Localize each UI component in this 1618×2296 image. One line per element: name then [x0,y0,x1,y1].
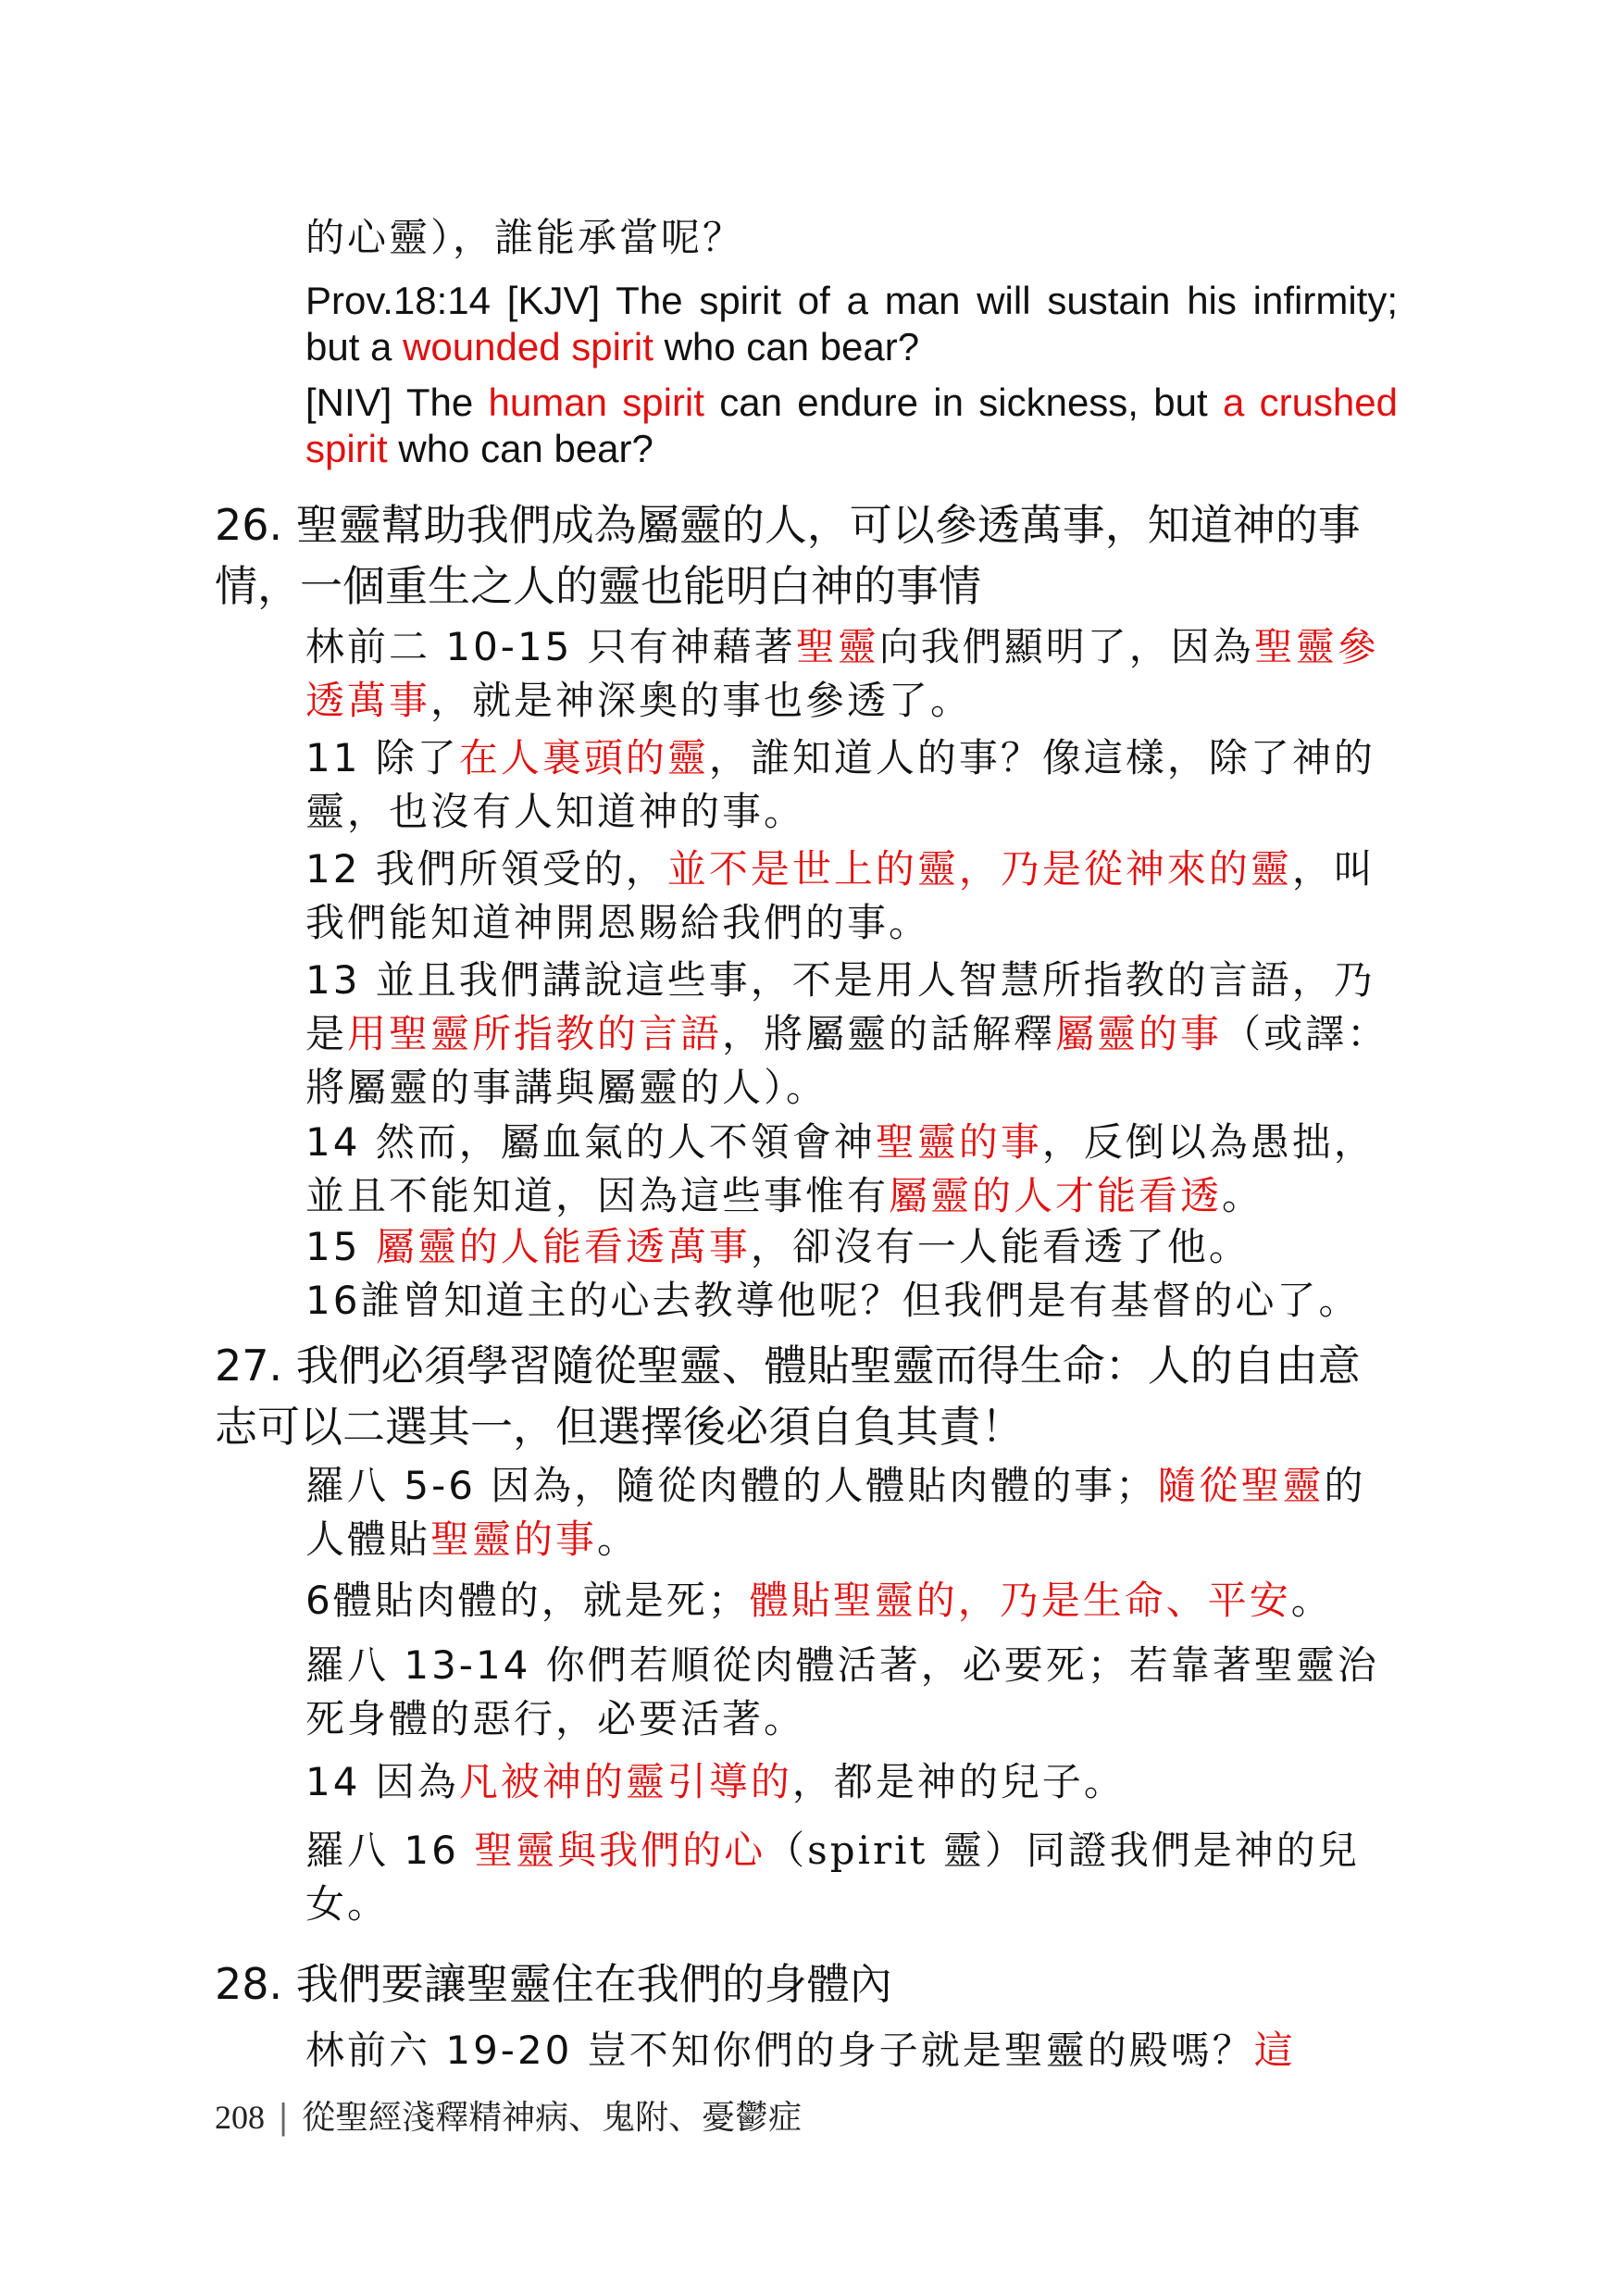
verse-ref: 羅八 16 [305,1828,459,1873]
verse-ref: 11 [305,735,361,780]
verse-text: 我們所領受的， [360,846,667,892]
verse-text: ，反倒以為愚拙，並且不能知道，因為這些事惟有 [305,1119,1375,1218]
verse-1cor2-12 [305,842,1398,950]
verse-text: （spirit 靈）同證我們是神的兒女。 [305,1828,1360,1927]
verse-text: ，都是神的兒子。 [791,1759,1126,1804]
verse-text: 。 [1290,1578,1333,1623]
verse-ref: 林前六 19-20 [305,2028,573,2073]
verse-ref: 6 [305,1578,333,1623]
verse-highlight: 用聖靈所指教的言語 [347,1011,723,1056]
verse-highlight: 聖靈的事 [430,1516,598,1562]
page-number: 208 [215,2099,265,2136]
verse-highlight: 這 [1253,2028,1296,2073]
verse-text: ，就是神深奧的事也參透了。 [430,678,973,723]
verse-text: 然而，屬血氣的人不領會神 [360,1119,876,1165]
niv-quote [305,380,1398,472]
footer-separator: | [278,2099,290,2137]
niv-text-mid: can endure in sickness, but [703,381,1223,424]
niv-text-end: who can bear? [387,427,653,470]
kjv-quote [305,278,1398,370]
verse-ref: 16 [305,1278,361,1323]
verse-1cor2-10 [305,620,1398,728]
verse-highlight: 屬靈的事 [1055,1011,1223,1056]
verse-highlight: 隨從聖靈 [1157,1463,1325,1508]
verse-text: 只有神藉著 [572,624,796,669]
verse-text: 的人體貼 [305,1463,1366,1562]
verse-highlight: 凡被神的靈引導的 [458,1759,792,1804]
verse-rom8-13 [305,1639,1398,1746]
verse-1cor2-11 [305,731,1398,839]
verse-text: 豈不知你們的身子就是聖靈的殿嗎？ [572,2028,1254,2073]
verse-highlight: 聖靈參透萬事 [305,624,1379,723]
verse-rom8-14 [305,1755,1398,1809]
verse-highlight: 聖靈與我們的心 [474,1828,766,1873]
verse-highlight: 在人裏頭的靈 [458,735,709,780]
kjv-text-end: who can bear? [653,325,920,368]
verse-ref: 15 [305,1224,361,1269]
verse-text: 向我們顯明了，因為 [878,624,1254,669]
verse-text: 。 [597,1516,640,1562]
verse-continuation [305,211,1398,265]
verse-text: 並且我們講說這些事，不是用人智慧所指教的言語，乃是 [305,957,1375,1056]
verse-text: 你們若順從肉體活著，必要死；若靠著聖靈治死身體的惡行，必要活著。 [305,1642,1379,1741]
verse-highlight: 屬靈的人才能看透 [889,1173,1223,1218]
kjv-highlight: wounded spirit [403,325,653,368]
niv-highlight-1: human spirit [488,381,704,424]
verse-ref: 14 [305,1759,361,1804]
niv-highlight-2: a crushed spirit [305,381,1399,470]
verse-text: （或譯：將屬靈的事講與屬靈的人）。 [305,1011,1389,1110]
verse-text: 。 [1222,1173,1264,1218]
verse-rom8-16 [305,1824,1398,1931]
continuation-text: 的心靈），誰能承當呢？ [305,215,745,260]
verse-text: ，將屬靈的話解釋 [722,1011,1056,1056]
verse-text: 因為 [360,1759,459,1804]
verse-ref: 13 [305,957,361,1003]
verse-text: 因為，隨從肉體的人體貼肉體的事； [475,1463,1158,1508]
verse-ref: 羅八 5-6 [305,1463,476,1508]
verse-text: ，誰知道人的事？像這樣，除了神的靈，也沒有人知道神的事。 [305,735,1375,834]
verse-1cor6-19 [305,2024,1398,2078]
book-title: 從聖經淺釋精神病、鬼附、憂鬱症 [302,2099,803,2137]
verse-text: 誰曾知道主的心去教導他呢？但我們是有基督的心了。 [360,1278,1361,1323]
verse-highlight: 屬靈的人能看透萬事 [375,1224,751,1269]
verse-ref: 12 [305,846,361,892]
verse-highlight: 並不是世上的靈，乃是從神來的靈 [666,846,1292,892]
verse-1cor2-15 [305,1220,1398,1274]
verse-highlight: 聖靈的事 [875,1119,1042,1165]
section-28-heading: 28. 我們要讓聖靈住在我們的身體內 [215,1959,892,2009]
verse-rom8-6 [305,1574,1398,1628]
verse-rom8-5 [305,1459,1398,1566]
verse-ref: 14 [305,1119,361,1165]
verse-1cor2-14 [305,1116,1398,1223]
verse-highlight: 聖靈 [795,624,879,669]
verse-text: 除了 [360,735,459,780]
niv-text: [NIV] The [305,381,489,424]
verse-ref: 羅八 13-14 [305,1642,531,1688]
section-27-heading: 27. 我們必須學習隨從聖靈、體貼聖靈而得生命：人的自由意志可以二選其一，但選擇後必須自負其責！ [215,1341,1361,1452]
verse-ref: 林前二 10-15 [305,624,573,669]
verse-1cor2-16 [305,1274,1398,1328]
verse-text: ，卻沒有一人能看透了他。 [750,1224,1251,1269]
verse-text [360,1224,375,1269]
verse-highlight: 體貼聖靈的，乃是生命、平安 [749,1578,1291,1623]
page-footer [215,2094,802,2141]
kjv-text: Prov.18:14 [KJV] The spirit of a man will sustain his infirmity; but a [305,279,1398,368]
section-26-heading: 26. 聖靈幫助我們成為屬靈的人，可以參透萬事，知道神的事情，一個重生之人的靈也能明白神的事情 [215,500,1361,611]
verse-text: ，叫我們能知道神開恩賜給我們的事。 [305,846,1375,945]
verse-text: 體貼肉體的，就是死； [332,1578,750,1623]
verse-text [459,1828,474,1873]
verse-1cor2-13 [305,954,1398,1115]
